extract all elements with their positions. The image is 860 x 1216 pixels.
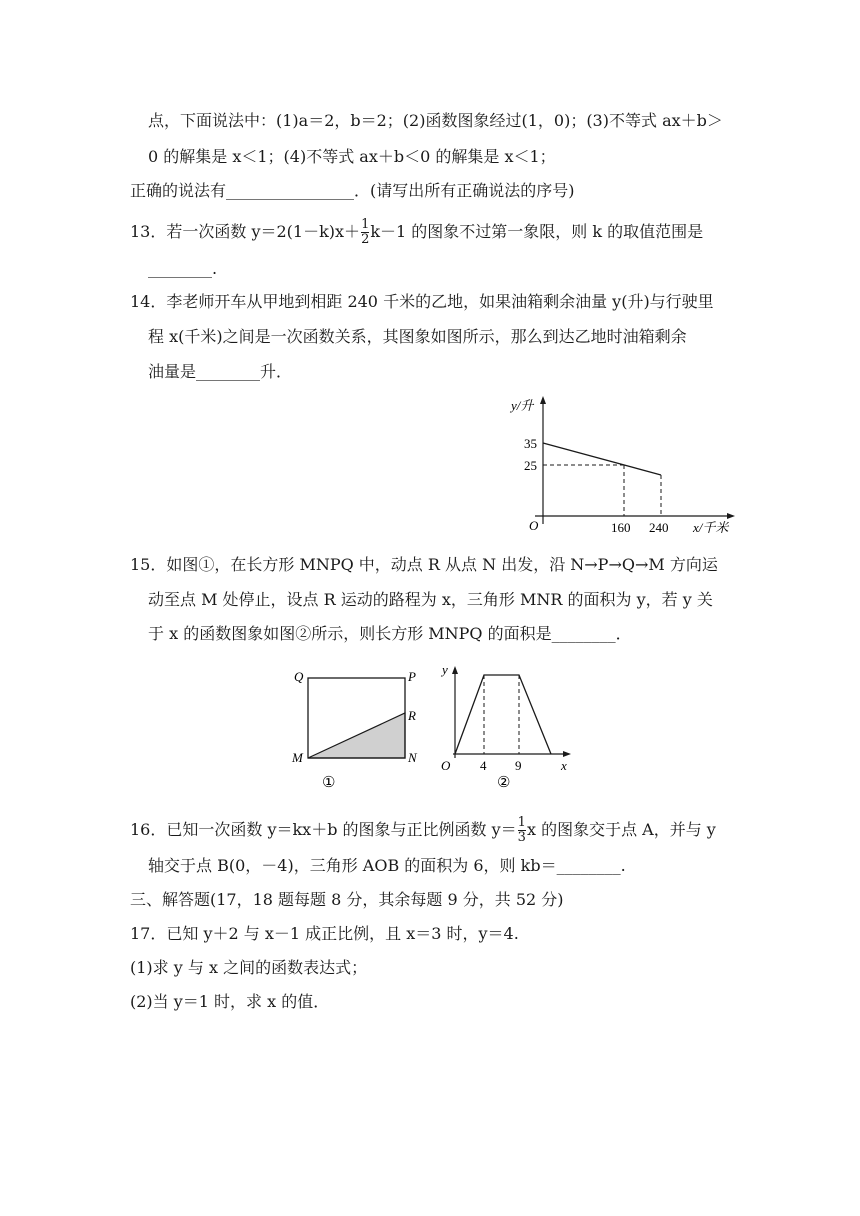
- q15-label-M: M: [292, 750, 303, 765]
- q14-xtick-240: 240: [649, 520, 669, 535]
- q15-label-P: P: [408, 669, 416, 684]
- q13-stem: 13．若一次函数 y＝2(1－k)x＋: [130, 222, 361, 241]
- q12-line3: 正确的说法有________________．(请写出所有正确说法的序号): [130, 181, 575, 200]
- q15-line3: 于 x 的函数图象如图②所示，则长方形 MNPQ 的面积是________．: [148, 624, 632, 643]
- q14-y-arrow: [540, 396, 546, 404]
- q16-line2: 轴交于点 B(0，－4)，三角形 AOB 的面积为 6，则 kb＝________.: [148, 856, 626, 875]
- q14-x-axis-label: x/千米: [693, 520, 729, 535]
- q15-graph-y-arrow: [452, 666, 458, 674]
- q14-function-line: [543, 443, 661, 475]
- q15-line1: 15．如图①，在长方形 MNPQ 中，动点 R 从点 N 出发，沿 N→P→Q→M 方向运: [130, 555, 718, 574]
- q14-ytick-35: 35: [524, 436, 537, 451]
- q15-function-graph: [435, 660, 585, 794]
- q16-frac-num: 1: [517, 815, 526, 830]
- q16-frac-den: 3: [517, 830, 526, 845]
- q15-label-Q: Q: [294, 669, 304, 684]
- q15-shaded-triangle: [308, 713, 405, 758]
- q16-stem-a: 16．已知一次函数 y＝kx＋b 的图象与正比例函数 y＝: [130, 820, 517, 839]
- q13-frac-num: 1: [361, 217, 370, 232]
- q16-line1: [130, 816, 716, 845]
- q13-line2: ________.: [148, 259, 218, 278]
- q15-graph-y-label: y: [442, 662, 448, 677]
- q13-stem-tail: k－1 的图象不过第一象限，则 k 的取值范围是: [370, 222, 704, 241]
- q14-line3: 油量是________升．: [148, 362, 293, 381]
- q15-graph-tick-4: 4: [480, 758, 487, 773]
- q15-graph-x-arrow: [563, 751, 571, 757]
- q12-line1: 点，下面说法中：(1)a＝2，b＝2；(2)函数图象经过(1，0)；(3)不等式 ax＋b＞: [148, 111, 723, 130]
- q14-y-axis-label: y/升: [511, 398, 534, 413]
- q14-line1: 14．李老师开车从甲地到相距 240 千米的乙地，如果油箱剩余油量 y(升)与行驶里: [130, 292, 714, 311]
- q17-line1: 17．已知 y＋2 与 x－1 成正比例，且 x＝3 时，y＝4.: [130, 924, 519, 943]
- q12-line2: 0 的解集是 x＜1；(4)不等式 ax＋b＜0 的解集是 x＜1；: [148, 147, 556, 166]
- q13-line1: [130, 218, 703, 247]
- q14-xtick-160: 160: [611, 520, 631, 535]
- q14-line2: 程 x(千米)之间是一次函数关系，其图象如图所示，那么到达乙地时油箱剩余: [148, 327, 687, 346]
- q17-part1: (1)求 y 与 x 之间的函数表达式；: [130, 958, 368, 977]
- q14-x-arrow: [727, 513, 735, 519]
- q15-line2: 动至点 M 处停止，设点 R 运动的路程为 x，三角形 MNR 的面积为 y，若 y 关: [148, 590, 713, 609]
- q14-ytick-25: 25: [524, 458, 537, 473]
- q15-rectangle-figure: [288, 662, 428, 794]
- q15-caption-1: ①: [322, 775, 336, 791]
- section-3-heading: 三、解答题(17，18 题每题 8 分，其余每题 9 分，共 52 分): [130, 890, 564, 909]
- q15-graph-trapezoid: [455, 675, 551, 754]
- q13-fraction: [361, 218, 369, 247]
- q14-origin: O: [529, 518, 539, 533]
- q15-label-R: R: [408, 708, 416, 723]
- q14-fuel-chart: [505, 390, 745, 540]
- q15-graph-x-label: x: [561, 758, 567, 773]
- q15-caption-2: ②: [497, 775, 511, 791]
- q13-frac-den: 2: [361, 232, 370, 247]
- q17-part2: (2)当 y＝1 时，求 x 的值．: [130, 992, 330, 1011]
- q15-label-N: N: [408, 750, 417, 765]
- q15-graph-origin: O: [441, 758, 451, 773]
- q16-stem-b: x 的图象交于点 A，并与 y: [526, 820, 716, 839]
- q15-graph-tick-9: 9: [515, 758, 522, 773]
- q16-fraction: [518, 816, 526, 845]
